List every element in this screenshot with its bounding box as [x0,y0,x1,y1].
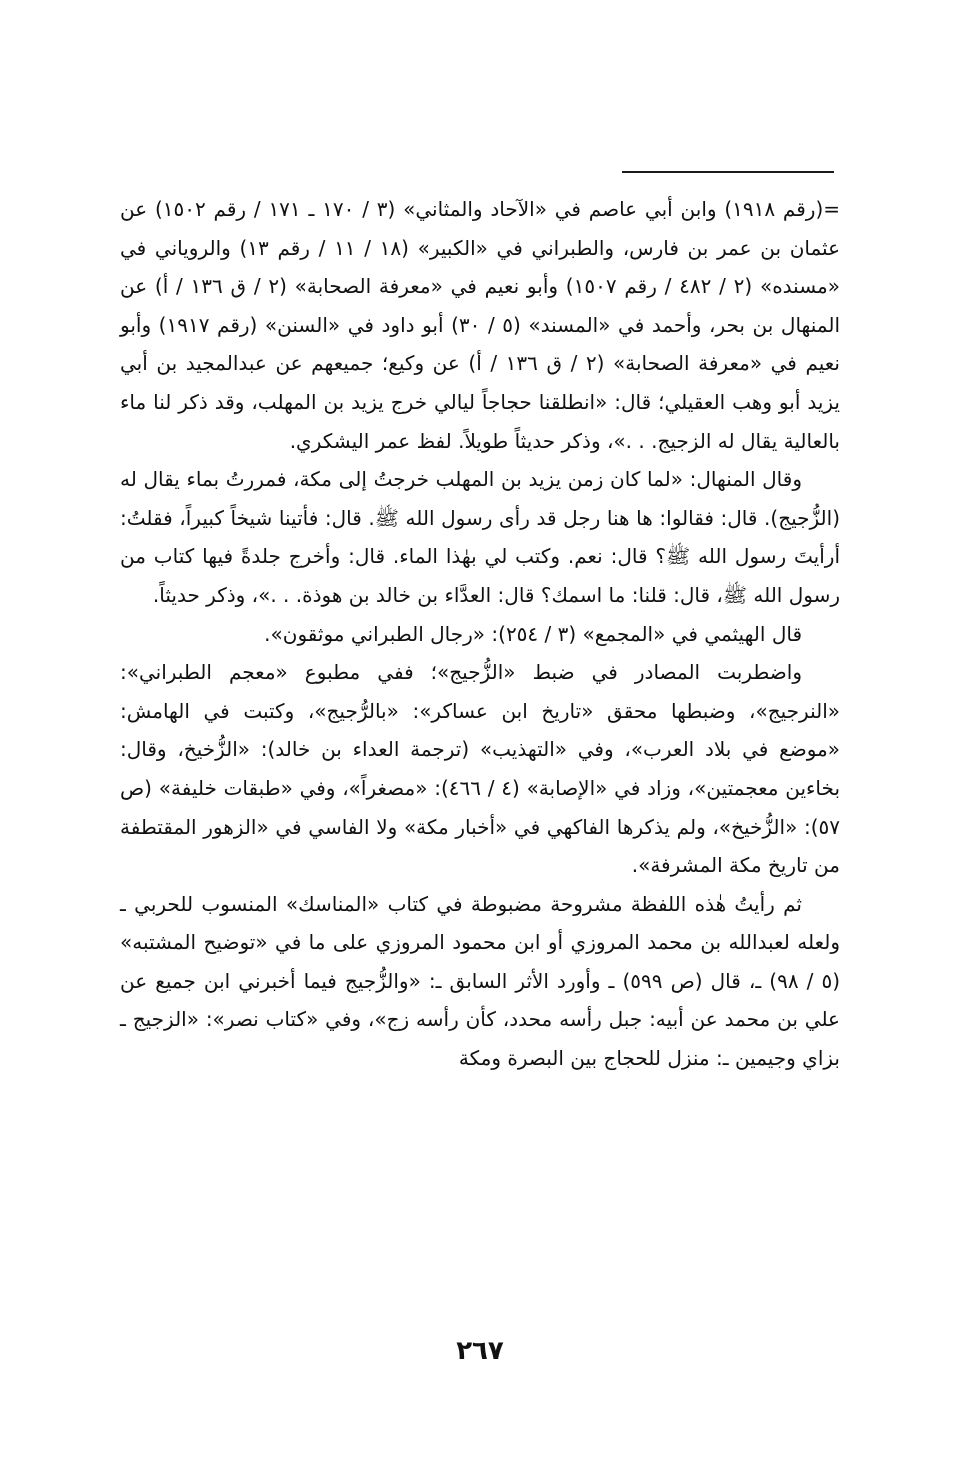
page-number: ٢٦٧ [456,1336,504,1366]
footnote-paragraph-5: ثم رأيتُ هٰذه اللفظة مشروحة مضبوطة في كتاب «المناسك» المنسوب للحربي ـ ولعله لعبدالله بن محمد المروزي أو ابن محمود المروزي على ما في «توضيح المشتبه» (٥ / ٩٨) ـ، قال (ص ٥٩٩) ـ وأورد الأثر السابق ـ: «والزُّجيج فيما أخبرني ابن جميع عن علي بن محمد عن أبيه: جبل رأسه محدد، كأن رأسه زج»، وفي «كتاب نصر»: «الزجيج ـ بزاي وجيمين ـ: منزل للحجاج بين البصرة ومكة [120,891,840,1071]
footnote-paragraph-2: وقال المنهال: «لما كان زمن يزيد بن المهلب خرجتُ إلى مكة، فمررتُ بماء يقال له (الزُّجيج). قال: فقالوا: ها هنا رجل قد رأى رسول الله ﷺ. قال: فأتينا شيخاً كبيراً، فقلتُ: أرأيتَ رسول الله ﷺ؟ قال: نعم. وكتب لي بهٰذا الماء. قال: وأخرج جلدةً فيها كتاب من رسول الله ﷺ، قال: قلنا: ما اسمك؟ قال: العدَّاء بن خالد بن هوذة. . .»، وذكر حديثاً. [120,467,840,607]
footnote-paragraph-3: قال الهيثمي في «المجمع» (٣ / ٢٥٤): «رجال الطبراني موثقون». [264,621,802,646]
footnote-separator-rule [622,171,834,173]
footnote-paragraph-4: واضطربت المصادر في ضبط «الزُّجيج»؛ ففي مطبوع «معجم الطبراني»: «النرجيج»، وضبطها محقق «تاريخ ابن عساكر»: «بالرُّجيج»، وكتبت في الهامش: «موضع في بلاد العرب»، وفي «التهذيب» (ترجمة العداء بن خالد): «الزُّخيخ، وقال: بخاءين معجمتين»، وزاد في «الإصابة» (٤ / ٤٦٦): «مصغراً»، وفي «طبقات خليفة» (ص ٥٧): «الزُّخيخ»، ولم يذكرها الفاكهي في «أخبار مكة» ولا الفاسي في «الزهور المقتطفة من تاريخ مكة المشرفة». [120,660,841,878]
footnote-text [120,190,840,1078]
footnote-paragraph-1: =(رقم ١٩١٨) وابن أبي عاصم في «الآحاد والمثاني» (٣ / ١٧٠ ـ ١٧١ / رقم ١٥٠٢) عن عثمان بن عمر بن فارس، والطبراني في «الكبير» (١٨ / ١١ / رقم ١٣) والروياني في «مسنده» (٢ / ٤٨٢ / رقم ١٥٠٧) وأبو نعيم في «معرفة الصحابة» (٢ / ق ١٣٦ / أ) عن المنهال بن بحر، وأحمد في «المسند» (٥ / ٣٠) أبو داود في «السنن» (رقم ١٩١٧) وأبو نعيم في «معرفة الصحابة» (٢ / ق ١٣٦ / أ) عن وكيع؛ جميعهم عن عبدالمجيد بن أبي يزيد أبو وهب العقيلي؛ قال: «انطلقنا حجاجاً ليالي خرج يزيد بن المهلب، وقد ذكر لنا ماء بالعالية يقال له الزجيج. . .»، وذكر حديثاً طويلاً. لفظ عمر اليشكري. [120,197,841,453]
